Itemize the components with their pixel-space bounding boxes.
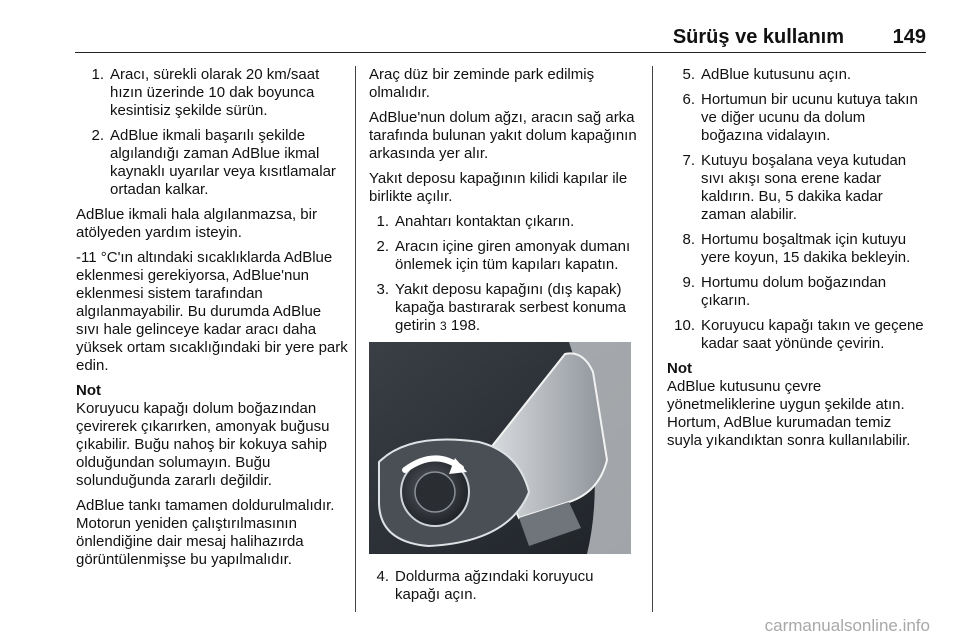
note-label: Not <box>667 360 692 377</box>
note-block <box>667 360 929 450</box>
list-item <box>667 91 929 145</box>
filler-flap-drawing <box>369 342 631 554</box>
step-number: 4. <box>376 568 389 585</box>
step-number: 3. <box>376 281 389 298</box>
paragraph: Araç düz bir zeminde park edilmiş olmalıdır. <box>369 66 595 101</box>
note-block <box>76 382 348 490</box>
list-item <box>76 66 348 120</box>
step-number: 10. <box>674 317 695 334</box>
step-text: Anahtarı kontaktan çıkarın. <box>395 213 575 230</box>
page-header <box>0 14 960 54</box>
column-2 <box>369 66 637 611</box>
step-text: Hortumun bir ucunu kutuya takın ve diğer ucunu da dolum boğazına vidalayın. <box>701 91 918 144</box>
note-label: Not <box>76 382 101 399</box>
step-number: 2. <box>91 127 104 144</box>
paragraph: Yakıt deposu kapağının kilidi kapılar ile birlikte açılır. <box>369 170 628 205</box>
step-text: Hortumu dolum boğazından çıkarın. <box>701 274 887 309</box>
list-item <box>369 281 637 335</box>
step-number: 8. <box>682 231 695 248</box>
list-item <box>667 274 929 310</box>
step-text: Aracı, sürekli olarak 20 km/saat hızın üzerinde 10 dak boyunca kesintisiz şekilde sürün. <box>110 66 320 119</box>
step-text: Yakıt deposu kapağını (dış kapak) kapağa bastırarak serbest konuma getirin <box>395 281 626 334</box>
watermark: carmanualsonline.info <box>764 616 930 635</box>
note-text: AdBlue kutusunu çevre yönetmeliklerine uygun şekilde atın. Hortum, AdBlue kurumadan temiz suyla yıkandıktan sonra kullanılabilir. <box>667 378 911 449</box>
step-number: 5. <box>682 66 695 83</box>
paragraph: AdBlue tankı tamamen doldurulmalıdır. Motorun yeniden çalıştırılmasının önlendiğine dair mesaj halihazırda görüntülenmişse bu yapılmalıdır. <box>76 497 335 568</box>
step-number: 7. <box>682 152 695 169</box>
step-text: AdBlue kutusunu açın. <box>701 66 852 83</box>
step-number: 1. <box>91 66 104 83</box>
fuel-filler-illustration <box>369 342 631 554</box>
step-number: 2. <box>376 238 389 255</box>
list-item <box>667 317 929 353</box>
column-divider-1 <box>355 66 356 612</box>
note-text: Koruyucu kapağı dolum boğazından çevirerek çıkarırken, amonyak buğusu çıkabilir. Buğu nahoş bir kokuya sahip olduğundan solumayın. Buğu solunduğunda zararlı değildir. <box>76 400 330 489</box>
column-3 <box>667 66 929 457</box>
paragraph: AdBlue'nun dolum ağzı, aracın sağ arka tarafında bulunan yakıt dolum kapağının arkasında yer alır. <box>369 109 637 162</box>
list-item <box>369 568 637 604</box>
list-item <box>667 231 929 267</box>
page-number: 149 <box>892 26 926 48</box>
list-item <box>369 238 637 274</box>
header-rule <box>75 52 926 53</box>
paragraph: -11 °C'ın altındaki sıcaklıklarda AdBlue eklenmesi gerekiyorsa, AdBlue'nun eklenmesi sistem tarafından algılanmayabilir. Bu durumda AdBlue sıvı hale gelinceye kadar aracı daha yüksek ortam sıcaklığındaki bir yere park edin. <box>76 249 348 374</box>
paragraph: AdBlue ikmali hala algılanmazsa, bir atölyeden yardım isteyin. <box>76 206 317 241</box>
step-text: Hortumu boşaltmak için kutuyu yere koyun, 15 dakika bekleyin. <box>701 231 911 266</box>
step-number: 1. <box>376 213 389 230</box>
column-1 <box>76 66 348 576</box>
list-item <box>667 152 929 224</box>
step-text: Aracın içine giren amonyak dumanı önlemek için tüm kapıları kapatın. <box>395 238 631 273</box>
list-item <box>369 213 637 231</box>
reference-page: 198. <box>450 317 481 334</box>
list-item <box>76 127 348 199</box>
step-text: Koruyucu kapağı takın ve geçene kadar saat yönünde çevirin. <box>701 317 924 352</box>
step-text: Doldurma ağzındaki koruyucu kapağı açın. <box>395 568 594 603</box>
page-reference-link[interactable] <box>440 317 480 334</box>
step-number: 9. <box>682 274 695 291</box>
step-number: 6. <box>682 91 695 108</box>
section-title: Sürüş ve kullanım <box>672 26 844 48</box>
column-divider-2 <box>652 66 653 612</box>
step-text: AdBlue ikmali başarılı şekilde algılandığı zaman AdBlue ikmal kaynaklı uyarılar veya kısıtlamalar ortadan kalkar. <box>110 127 336 198</box>
reference-arrow-icon: 3 <box>440 319 447 333</box>
list-item <box>667 66 929 84</box>
step-text: Kutuyu boşalana veya kutudan sıvı akışı sona erene kadar kaldırın. Bu, 5 dakika kadar zaman alabilir. <box>701 152 907 223</box>
